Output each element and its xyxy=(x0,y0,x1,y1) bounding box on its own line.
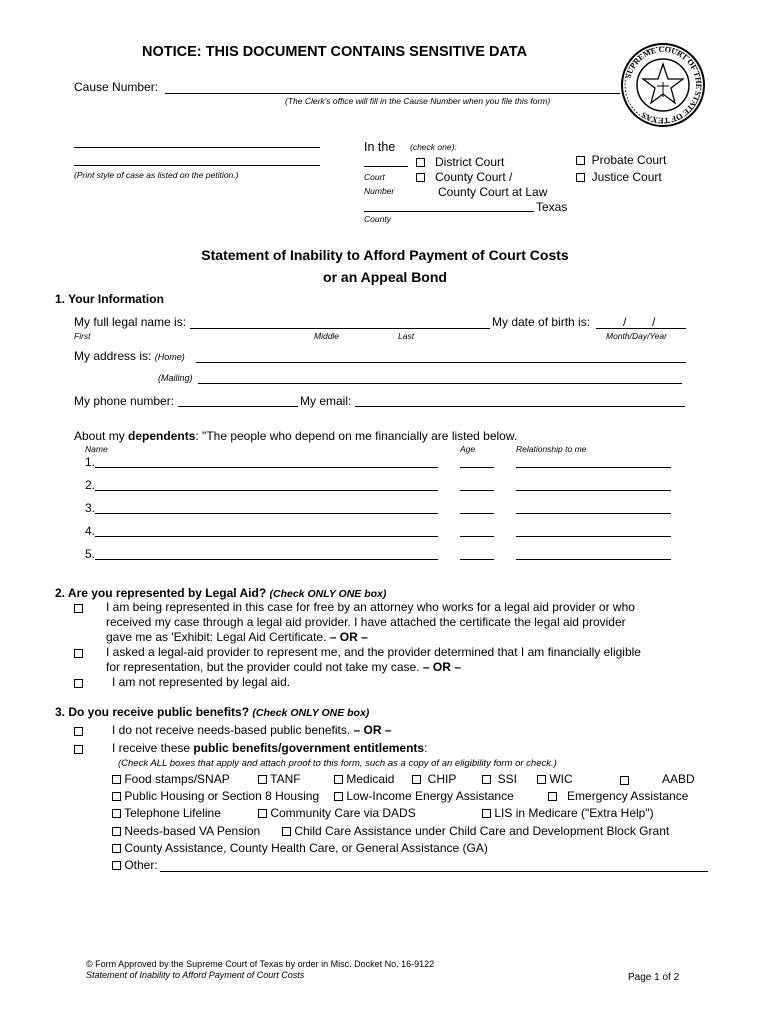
benefit-county-assistance[interactable] xyxy=(112,841,488,855)
benefit-medicaid[interactable] xyxy=(334,772,394,786)
legal-aid-opt1-line3 xyxy=(106,630,368,644)
checkbox[interactable] xyxy=(112,775,121,784)
telephone-lifeline-label: Telephone Lifeline xyxy=(124,806,221,820)
footer-form-title: Statement of Inability to Afford Payment of Court Costs xyxy=(86,970,305,980)
dependents-intro xyxy=(74,429,517,443)
county-court-label: County Court / xyxy=(435,170,513,184)
other-benefit-field[interactable] xyxy=(160,871,708,872)
dob-label: My date of birth is: xyxy=(492,315,591,329)
dependent-5-age-field[interactable] xyxy=(460,559,494,560)
va-pension-label: Needs-based VA Pension xyxy=(124,824,261,838)
community-care-label: Community Care via DADS xyxy=(270,806,416,820)
email-field[interactable] xyxy=(355,406,685,407)
section-1-heading: 1. Your Information xyxy=(55,292,164,306)
county-field[interactable] xyxy=(364,211,534,212)
dependent-row-3-num: 3. xyxy=(85,501,96,515)
county-court-option[interactable] xyxy=(416,170,512,184)
checkbox[interactable] xyxy=(112,844,121,853)
seal-text: SUPREME COURT OF THE STATE OF TEXAS xyxy=(623,44,704,126)
form-title-line-2: or an Appeal Bond xyxy=(323,269,447,285)
benefit-food-stamps[interactable] xyxy=(112,772,230,786)
dependents-bold: dependents xyxy=(128,429,196,443)
benefit-chip[interactable] xyxy=(412,772,456,786)
section-2-heading-text: 2. Are you represented by Legal Aid? xyxy=(55,586,267,600)
checkbox[interactable] xyxy=(576,156,585,165)
checkbox[interactable] xyxy=(548,792,557,801)
form-approval-note: © Form Approved by the Supreme Court of Texas by order in Misc. Docket No. 16-9122 xyxy=(86,959,435,969)
dependent-4-name-field[interactable] xyxy=(95,536,438,537)
dob-field[interactable] xyxy=(596,328,686,329)
address-label-text: My address is: xyxy=(74,349,152,363)
dependent-2-age-field[interactable] xyxy=(460,490,494,491)
phone-field[interactable] xyxy=(178,406,298,407)
checkbox[interactable] xyxy=(576,173,585,182)
medicaid-label: Medicaid xyxy=(346,772,395,786)
notice-heading: NOTICE: THIS DOCUMENT CONTAINS SENSITIVE DATA xyxy=(142,44,528,60)
benefit-ssi[interactable] xyxy=(482,772,517,786)
checkbox[interactable] xyxy=(112,827,121,836)
legal-aid-not-represented-checkbox[interactable] xyxy=(74,679,83,688)
in-the-label: In the xyxy=(364,140,396,154)
benefit-tanf[interactable] xyxy=(258,772,301,786)
benefit-community-care[interactable] xyxy=(258,806,416,820)
checkbox[interactable] xyxy=(412,775,421,784)
checkbox[interactable] xyxy=(416,173,425,182)
receive-benefits-checkbox[interactable] xyxy=(74,745,83,754)
court-number-field[interactable] xyxy=(364,166,408,167)
legal-aid-opt2-line2-text: for representation, but the provider could not take my case. xyxy=(106,660,420,674)
section-3-heading-note: (Check ONLY ONE box) xyxy=(252,707,370,719)
legal-aid-opt3: I am not represented by legal aid. xyxy=(112,675,291,689)
district-court-option[interactable] xyxy=(416,155,504,169)
tanf-label: TANF xyxy=(270,772,301,786)
benefit-wic[interactable] xyxy=(537,772,573,786)
form-title-line-1: Statement of Inability to Afford Payment of Court Costs xyxy=(201,247,569,263)
energy-assistance-label: Low-Income Energy Assistance xyxy=(346,789,514,803)
chip-label: CHIP xyxy=(427,772,457,786)
or-separator: – OR – xyxy=(422,660,461,674)
checkbox[interactable] xyxy=(282,827,291,836)
dependent-2-relationship-field[interactable] xyxy=(516,490,671,491)
check-all-note: (Check ALL boxes that apply and attach proof to this form, such as a copy of an eligibility form or check.) xyxy=(118,758,557,769)
dependent-row-2-num: 2. xyxy=(85,478,96,492)
last-name-caption: Last xyxy=(398,331,415,341)
food-stamps-label: Food stamps/SNAP xyxy=(124,772,230,786)
checkbox[interactable] xyxy=(416,158,425,167)
benefit-public-housing[interactable] xyxy=(112,789,319,803)
section-3-heading xyxy=(55,705,369,719)
court-number-label-1: Court xyxy=(364,172,385,182)
cause-number-field[interactable] xyxy=(165,93,620,94)
dependent-5-name-field[interactable] xyxy=(95,559,438,560)
legal-aid-opt1-line3-text: gave me as 'Exhibit: Legal Aid Certificate. xyxy=(106,630,327,644)
cause-number-note: (The Clerk's office will fill in the Cause Number when you file this form) xyxy=(285,96,551,106)
checkbox[interactable] xyxy=(334,775,343,784)
benefit-child-care[interactable] xyxy=(282,824,669,838)
legal-aid-opt2-line1: I asked a legal-aid provider to represent me, and the provider determined that I am financially eligible xyxy=(106,645,641,659)
benefit-va-pension[interactable] xyxy=(112,824,260,838)
probate-court-label: Probate Court xyxy=(591,153,667,167)
no-benefits-text: I do not receive needs-based public benefits. xyxy=(112,723,351,737)
benefit-lis-medicare[interactable] xyxy=(482,806,654,820)
mailing-address-field[interactable] xyxy=(198,383,682,384)
home-caption: (Home) xyxy=(154,352,185,362)
full-name-label: My full legal name is: xyxy=(74,315,187,329)
page-number: Page 1 of 2 xyxy=(628,972,680,983)
dob-format-caption: Month/Day/Year xyxy=(606,331,667,341)
texas-label: Texas xyxy=(536,200,568,214)
middle-name-caption: Middle xyxy=(314,331,340,341)
justice-court-option[interactable] xyxy=(576,170,662,184)
phone-label: My phone number: xyxy=(74,394,175,408)
mailing-caption: (Mailing) xyxy=(158,373,193,383)
dependents-prefix: About my xyxy=(74,429,125,443)
aabd-label: AABD xyxy=(662,772,695,786)
checkbox[interactable] xyxy=(482,809,491,818)
no-benefits-checkbox[interactable] xyxy=(74,727,83,736)
case-style-line-1[interactable] xyxy=(74,147,320,148)
checkbox[interactable] xyxy=(112,792,121,801)
justice-court-label: Justice Court xyxy=(591,170,662,184)
checkbox[interactable] xyxy=(482,775,491,784)
dependent-4-relationship-field[interactable] xyxy=(516,536,671,537)
dependent-1-age-field[interactable] xyxy=(460,467,494,468)
lis-medicare-label: LIS in Medicare ("Extra Help") xyxy=(494,806,654,820)
supreme-court-seal-icon xyxy=(620,42,706,128)
home-address-field[interactable] xyxy=(196,362,686,363)
benefit-emergency-assistance[interactable] xyxy=(548,789,688,803)
first-name-caption: First xyxy=(74,331,91,341)
or-separator: – OR – xyxy=(329,630,368,644)
child-care-label: Child Care Assistance under Child Care and Development Block Grant xyxy=(294,824,670,838)
dependent-row-4-num: 4. xyxy=(85,524,96,538)
dependent-3-name-field[interactable] xyxy=(95,513,438,514)
checkbox[interactable] xyxy=(112,861,121,870)
dob-slash-1: / xyxy=(623,315,627,329)
wic-label: WIC xyxy=(549,772,573,786)
aabd-checkbox[interactable] xyxy=(620,776,629,785)
county-label: County xyxy=(364,214,391,224)
dependent-1-relationship-field[interactable] xyxy=(516,467,671,468)
dependent-4-age-field[interactable] xyxy=(460,536,494,537)
or-separator: – OR – xyxy=(353,723,392,737)
dependent-row-5-num: 5. xyxy=(85,547,96,561)
public-housing-label: Public Housing or Section 8 Housing xyxy=(124,789,320,803)
dependent-3-age-field[interactable] xyxy=(460,513,494,514)
ssi-label: SSI xyxy=(497,772,518,786)
full-name-field[interactable] xyxy=(190,328,490,329)
address-label xyxy=(74,349,185,363)
checkbox[interactable] xyxy=(537,775,546,784)
checkbox[interactable] xyxy=(258,775,267,784)
section-2-heading xyxy=(55,586,386,600)
checkbox[interactable] xyxy=(334,792,343,801)
receive-benefits-suffix: : xyxy=(424,741,428,755)
other-label: Other: xyxy=(124,858,158,872)
case-style-line-2[interactable] xyxy=(74,165,320,166)
dependent-1-name-field[interactable] xyxy=(95,467,438,468)
benefit-telephone-lifeline[interactable] xyxy=(112,806,221,820)
county-assistance-label: County Assistance, County Health Care, or General Assistance (GA) xyxy=(124,841,488,855)
receive-benefits-bold: public benefits/government entitlements xyxy=(193,741,425,755)
section-2-heading-note: (Check ONLY ONE box) xyxy=(269,588,387,600)
dependent-2-name-field[interactable] xyxy=(95,490,438,491)
court-number-label-2: Number xyxy=(364,186,395,196)
cause-number-label: Cause Number: xyxy=(74,80,159,94)
col-age-caption: Age xyxy=(460,444,476,454)
section-3-heading-text: 3. Do you receive public benefits? xyxy=(55,705,250,719)
email-label: My email: xyxy=(300,394,352,408)
district-court-label: District Court xyxy=(435,155,505,169)
dependent-3-relationship-field[interactable] xyxy=(516,513,671,514)
dependent-row-1-num: 1. xyxy=(85,455,96,469)
receive-benefits-prefix: I receive these xyxy=(112,741,191,755)
legal-aid-opt1-line2: received my case through a legal aid provider. I have attached the certificate the legal aid provider xyxy=(106,615,626,629)
check-one-note: (check one): xyxy=(410,142,457,152)
legal-aid-represented-checkbox[interactable] xyxy=(74,604,83,613)
legal-aid-opt1-line1: I am being represented in this case for free by an attorney who works for a legal aid provider or who xyxy=(106,600,635,614)
benefit-energy-assistance[interactable] xyxy=(334,789,514,803)
col-relationship-caption: Relationship to me xyxy=(516,444,587,454)
legal-aid-opt2-line2 xyxy=(106,660,461,674)
checkbox[interactable] xyxy=(258,809,267,818)
case-style-note: (Print style of case as listed on the petition.) xyxy=(74,170,239,180)
dependent-5-relationship-field[interactable] xyxy=(516,559,671,560)
dob-slash-2: / xyxy=(652,315,656,329)
emergency-assistance-label: Emergency Assistance xyxy=(567,789,689,803)
probate-court-option[interactable] xyxy=(576,153,666,167)
checkbox[interactable] xyxy=(112,809,121,818)
county-court-at-law-label: County Court at Law xyxy=(438,185,548,199)
dependents-text: : "The people who depend on me financially are listed below. xyxy=(195,429,518,443)
legal-aid-declined-checkbox[interactable] xyxy=(74,649,83,658)
col-name-caption: Name xyxy=(85,444,108,454)
no-benefits-option xyxy=(112,723,392,737)
receive-benefits-option xyxy=(112,741,427,755)
benefit-other[interactable] xyxy=(112,858,158,872)
